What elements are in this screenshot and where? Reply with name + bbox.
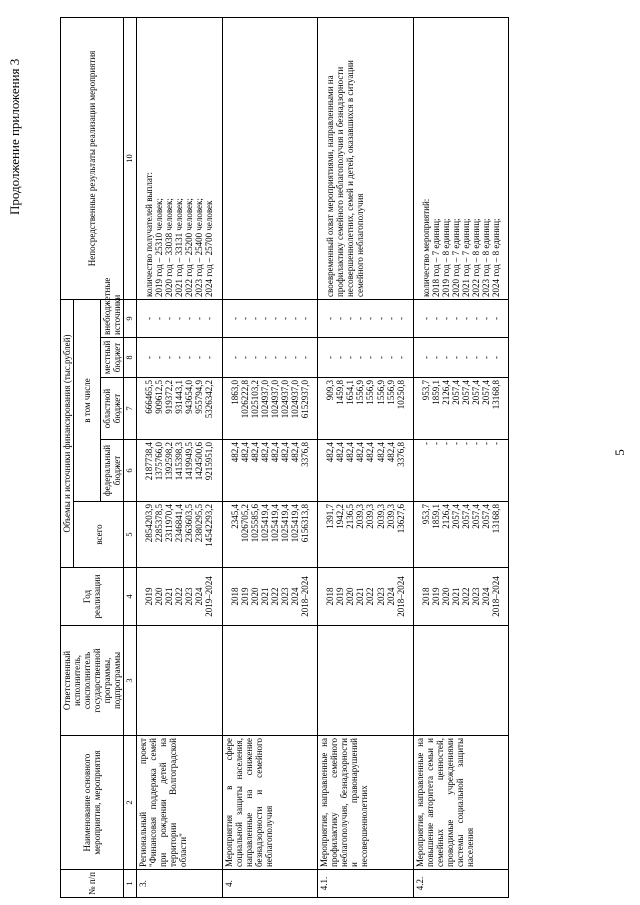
total-cell-line: 6156313,8 xyxy=(300,504,311,543)
total-cell-line: 1025585,6 xyxy=(249,504,260,543)
regional-cell xyxy=(222,378,318,440)
extra-cell-line: - xyxy=(143,316,154,320)
local-cell-line: - xyxy=(259,356,270,359)
total-cell-line: 2345,4 xyxy=(229,504,240,529)
federal-cell-line: 482,4 xyxy=(355,442,366,463)
local-cell-line: - xyxy=(375,356,386,359)
total-cell-line: 1391,7 xyxy=(325,504,336,529)
total-cell-line: 953,7 xyxy=(420,504,431,525)
extra-cell-line: - xyxy=(269,316,280,320)
total-cell-line: 13168,8 xyxy=(491,504,502,534)
table-row xyxy=(413,17,509,897)
total-cell-line: 13627,6 xyxy=(395,504,406,534)
years-cell-line: 2024 xyxy=(290,587,300,606)
federal-cell-line: 482,4 xyxy=(345,442,356,463)
regional-cell-line: 5326342,2 xyxy=(204,380,215,419)
regional-cell-line: 919372,2 xyxy=(164,380,175,414)
total-cell xyxy=(136,502,222,568)
local-cell xyxy=(222,338,318,378)
extra-cell-line: - xyxy=(154,316,165,320)
federal-cell-line: 3376,8 xyxy=(395,442,406,467)
years-cell-line: 2018 xyxy=(229,587,240,606)
federal-cell-line: 9215951,0 xyxy=(204,442,215,481)
years-cell-line: 2018–2024 xyxy=(491,576,502,617)
executor-cell xyxy=(413,626,509,736)
local-cell xyxy=(136,338,222,378)
federal-cell-line: - xyxy=(471,442,482,445)
years-cell xyxy=(413,568,509,626)
total-cell-line: 2039,3 xyxy=(375,504,386,529)
extra-cell-line: - xyxy=(420,316,431,320)
regional-cell-line: 1556,9 xyxy=(385,380,396,405)
column-number: 10 xyxy=(124,17,137,299)
years-cell-line: 2021 xyxy=(355,587,366,606)
federal-cell xyxy=(136,440,222,502)
column-number: 6 xyxy=(124,440,137,502)
federal-cell-line: - xyxy=(451,442,462,445)
extra-cell xyxy=(222,299,318,337)
total-cell xyxy=(318,502,414,568)
total-cell-line: 2380295,5 xyxy=(194,504,205,543)
result-cell-line: 2023 год – 25400 человек; xyxy=(194,198,205,297)
extra-cell-line: - xyxy=(300,316,311,320)
regional-cell-line: 931443,1 xyxy=(174,380,185,414)
local-cell-line: - xyxy=(461,356,472,359)
result-cell-line: 2021 год – 7 единиц; xyxy=(461,218,472,297)
extra-cell-line: - xyxy=(164,316,175,320)
regional-cell-line: 2057,4 xyxy=(451,380,462,405)
years-cell-line: 2018–2024 xyxy=(395,576,406,617)
local-cell xyxy=(413,338,509,378)
activity-name: Мероприятия в сфере социальной защиты населения, направленные на снижение безнадзорности и семейного неблагополучия xyxy=(222,736,318,870)
result-cell xyxy=(222,17,318,299)
federal-cell-line: 1415398,3 xyxy=(174,442,185,481)
activity-name: Региональный проект "Финансовая поддержка семей при рождении детей на территории Волгоградской области" xyxy=(136,736,222,870)
total-cell-line: 1025419,4 xyxy=(259,504,270,543)
local-cell-line: - xyxy=(239,356,250,359)
total-cell-line: 2311970,4 xyxy=(164,504,175,542)
years-cell-line: 2020 xyxy=(440,587,451,606)
executor-cell xyxy=(318,626,414,736)
extra-cell-line: - xyxy=(290,316,300,320)
local-cell-line: - xyxy=(451,356,462,359)
federal-cell xyxy=(222,440,318,502)
federal-cell-line: 1424500,6 xyxy=(194,442,205,481)
total-cell xyxy=(413,502,509,568)
result-cell-line: 2020 год – 7 единиц; xyxy=(451,218,462,297)
regional-cell-line: 6152937,0 xyxy=(300,380,311,419)
local-cell-line: - xyxy=(365,356,376,359)
federal-cell-line: - xyxy=(481,442,492,445)
header-name: Наименование основного мероприятия, мероприятия xyxy=(61,736,124,870)
total-cell-line: 2363603,5 xyxy=(184,504,195,543)
years-cell-line: 2019 xyxy=(143,587,154,606)
result-cell xyxy=(136,17,222,299)
result-cell-line: 2018 год – 7 единиц; xyxy=(430,218,441,297)
header-federal: федеральный бюджет xyxy=(101,440,124,502)
extra-cell-line: - xyxy=(184,316,195,320)
total-cell-line: 2039,3 xyxy=(385,504,396,529)
extra-cell-line: - xyxy=(365,316,376,320)
executor-cell xyxy=(136,626,222,736)
activity-name: Мероприятия, направленные на профилактику семейного неблагополучия, безнадзорности и правонарушений несовершеннолетних xyxy=(318,736,414,870)
total-cell-line: 1026705,2 xyxy=(239,504,250,543)
regional-cell-line: 1863,0 xyxy=(229,380,240,405)
column-number: 2 xyxy=(124,736,137,870)
extra-cell-line: - xyxy=(335,316,346,320)
header-extra: внебюджетные источники xyxy=(101,299,124,337)
regional-cell xyxy=(413,378,509,440)
total-cell-line: 2346841,4 xyxy=(174,504,185,543)
regional-cell-line: 1459,8 xyxy=(335,380,346,405)
years-cell-line: 2021 xyxy=(259,587,270,606)
federal-cell-line: 482,4 xyxy=(239,442,250,463)
regional-cell-line: 666465,5 xyxy=(143,380,154,414)
local-cell-line: - xyxy=(481,356,492,359)
regional-cell-line: 909612,5 xyxy=(154,380,165,414)
regional-cell-line: 2057,4 xyxy=(481,380,492,405)
local-cell-line: - xyxy=(164,356,175,359)
row-number: 4.1. xyxy=(318,870,414,898)
extra-cell-line: - xyxy=(239,316,250,320)
total-cell-line: 1859,1 xyxy=(430,504,441,529)
header-volumes: Объемы и источники финансирования (тыс.рублей) xyxy=(61,299,74,567)
regional-cell-line: 1556,9 xyxy=(375,380,386,405)
extra-cell-line: - xyxy=(279,316,290,320)
years-cell-line: 2022 xyxy=(174,587,185,606)
years-cell xyxy=(136,568,222,626)
regional-cell-line: 1024937,0 xyxy=(259,380,270,419)
years-cell-line: 2024 xyxy=(481,587,492,606)
table-row xyxy=(136,17,222,897)
extra-cell-line: - xyxy=(249,316,260,320)
extra-cell-line: - xyxy=(395,316,406,320)
years-cell-line: 2021 xyxy=(451,587,462,606)
regional-cell-line: 943654,0 xyxy=(184,380,195,414)
total-cell-line: 2057,4 xyxy=(471,504,482,529)
years-cell-line: 2018–2024 xyxy=(300,576,311,617)
result-cell-line: 2019 год – 8 единиц; xyxy=(440,218,451,297)
header-results: Непосредственные результаты реализации мероприятия xyxy=(61,17,124,299)
local-cell-line: - xyxy=(143,356,154,359)
result-cell-line: 2022 год – 25200 человек; xyxy=(184,198,195,297)
header-year: Год реализации xyxy=(61,568,124,626)
local-cell-line: - xyxy=(300,356,311,359)
extra-cell-line: - xyxy=(194,316,205,320)
extra-cell-line: - xyxy=(259,316,270,320)
years-cell-line: 2022 xyxy=(365,587,376,606)
local-cell-line: - xyxy=(430,356,441,359)
federal-cell-line: 1375766,0 xyxy=(154,442,165,481)
column-number: 5 xyxy=(124,502,137,568)
header-local: местный бюджет xyxy=(101,338,124,378)
column-number: 8 xyxy=(124,338,137,378)
regional-cell-line: 1025103,2 xyxy=(249,380,260,419)
header-incl: в том числе xyxy=(74,299,101,501)
result-cell-line: 2021 год – 33131 человек; xyxy=(174,198,185,297)
total-cell-line: 2285378,5 xyxy=(154,504,165,543)
row-number: 4.2. xyxy=(413,870,509,898)
local-cell-line: - xyxy=(204,356,215,359)
local-cell-line: - xyxy=(345,356,356,359)
column-number: 9 xyxy=(124,299,137,337)
financing-table xyxy=(60,17,509,898)
federal-cell-line: 482,4 xyxy=(279,442,290,463)
federal-cell-line: - xyxy=(491,442,502,445)
extra-cell-line: - xyxy=(430,316,441,320)
regional-cell-line: 1024937,0 xyxy=(290,380,300,419)
local-cell-line: - xyxy=(335,356,346,359)
federal-cell-line: 482,4 xyxy=(269,442,280,463)
executor-cell xyxy=(222,626,318,736)
federal-cell-line: 482,4 xyxy=(290,442,300,463)
years-cell-line: 2020 xyxy=(345,587,356,606)
total-cell-line: 1025419,4 xyxy=(290,504,300,543)
local-cell-line: - xyxy=(355,356,366,359)
extra-cell-line: - xyxy=(451,316,462,320)
total-cell-line: 1025419,4 xyxy=(269,504,280,543)
years-cell-line: 2018 xyxy=(420,587,431,606)
result-cell-line: 2020 год – 33038 человек; xyxy=(164,198,175,297)
total-cell xyxy=(222,502,318,568)
local-cell-line: - xyxy=(269,356,280,359)
regional-cell-line: 1654,1 xyxy=(345,380,356,405)
result-cell-line: 2022 год – 8 единиц; xyxy=(471,218,482,297)
federal-cell-line: 482,4 xyxy=(375,442,386,463)
local-cell-line: - xyxy=(154,356,165,359)
federal-cell-line: 1392598,2 xyxy=(164,442,175,481)
federal-cell xyxy=(318,440,414,502)
row-number: 3. xyxy=(136,870,222,898)
header-no: № п/п xyxy=(61,870,124,898)
row-number: 4. xyxy=(222,870,318,898)
federal-cell-line: 482,4 xyxy=(325,442,336,463)
table-row xyxy=(222,17,318,897)
years-cell-line: 2019 xyxy=(430,587,441,606)
years-cell-line: 2019 xyxy=(239,587,250,606)
total-cell-line: 1942,2 xyxy=(335,504,346,529)
regional-cell-line: 13168,8 xyxy=(491,380,502,410)
local-cell-line: - xyxy=(279,356,290,359)
local-cell-line: - xyxy=(385,356,396,359)
total-cell-line: 1025419,4 xyxy=(279,504,290,543)
federal-cell-line: - xyxy=(440,442,451,445)
local-cell-line: - xyxy=(420,356,431,359)
years-cell-line: 2019 xyxy=(335,587,346,606)
regional-cell-line: 2057,4 xyxy=(471,380,482,405)
federal-cell-line: 482,4 xyxy=(385,442,396,463)
regional-cell-line: 1556,9 xyxy=(365,380,376,405)
years-cell-line: 2024 xyxy=(194,587,205,606)
regional-cell xyxy=(318,378,414,440)
years-cell xyxy=(222,568,318,626)
federal-cell-line: 1419949,5 xyxy=(184,442,195,481)
federal-cell-line: 482,4 xyxy=(365,442,376,463)
total-cell-line: 2039,3 xyxy=(355,504,366,529)
federal-cell xyxy=(413,440,509,502)
local-cell-line: - xyxy=(229,356,240,359)
column-number: 1 xyxy=(124,870,137,898)
extra-cell-line: - xyxy=(385,316,396,320)
federal-cell-line: 482,4 xyxy=(259,442,270,463)
extra-cell-line: - xyxy=(481,316,492,320)
extra-cell-line: - xyxy=(204,316,215,320)
header-total: всего xyxy=(74,502,124,568)
result-cell-line: 2024 год – 25700 человек xyxy=(204,200,215,297)
column-number: 4 xyxy=(124,568,137,626)
federal-cell-line: 3376,8 xyxy=(300,442,311,467)
total-cell-line: 2057,4 xyxy=(451,504,462,529)
total-cell-line: 2039,3 xyxy=(365,504,376,529)
regional-cell-line: 1556,9 xyxy=(355,380,366,405)
extra-cell-line: - xyxy=(491,316,502,320)
regional-cell-line: 10250,8 xyxy=(395,380,406,410)
result-cell-line: 2019 год – 25310 человек; xyxy=(154,198,165,297)
column-number: 7 xyxy=(124,378,137,440)
regional-cell-line: 1859,1 xyxy=(430,380,441,405)
local-cell-line: - xyxy=(325,356,336,359)
column-numbers-row xyxy=(124,17,137,897)
result-cell-line: 2024 год – 8 единиц; xyxy=(491,218,502,297)
local-cell xyxy=(318,338,414,378)
local-cell-line: - xyxy=(174,356,185,359)
result-cell xyxy=(413,17,509,299)
local-cell-line: - xyxy=(440,356,451,359)
years-cell xyxy=(318,568,414,626)
regional-cell-line: 955794,9 xyxy=(194,380,205,414)
regional-cell-line: 1024937,0 xyxy=(279,380,290,419)
regional-cell-line: 2126,4 xyxy=(440,380,451,405)
result-cell-line: 2023 год – 8 единиц; xyxy=(481,218,492,297)
extra-cell-line: - xyxy=(471,316,482,320)
extra-cell-line: - xyxy=(229,316,240,320)
table-row xyxy=(318,17,414,897)
years-cell-line: 2023 xyxy=(279,587,290,606)
years-cell-line: 2024 xyxy=(385,587,396,606)
extra-cell xyxy=(318,299,414,337)
years-cell-line: 2020 xyxy=(249,587,260,606)
header-executor: Ответственный исполнитель, соисполнитель государственной программы, подпрограммы xyxy=(61,626,124,736)
header-regional: областной бюджет xyxy=(101,378,124,440)
extra-cell-line: - xyxy=(355,316,366,320)
continuation-label: Продолжение приложения 3 xyxy=(7,58,22,215)
years-cell-line: 2019–2024 xyxy=(204,576,215,617)
local-cell-line: - xyxy=(290,356,300,359)
years-cell-line: 2023 xyxy=(375,587,386,606)
extra-cell xyxy=(136,299,222,337)
years-cell-line: 2020 xyxy=(154,587,165,606)
total-cell-line: 2854203,9 xyxy=(143,504,154,543)
regional-cell-line: 2057,4 xyxy=(461,380,472,405)
result-cell-line: количество мероприятий: xyxy=(420,198,431,297)
local-cell-line: - xyxy=(395,356,406,359)
total-cell-line: 2057,4 xyxy=(481,504,492,529)
federal-cell-line: - xyxy=(430,442,441,445)
local-cell-line: - xyxy=(471,356,482,359)
local-cell-line: - xyxy=(184,356,195,359)
local-cell-line: - xyxy=(491,356,502,359)
regional-cell-line: 909,3 xyxy=(325,380,336,401)
result-cell xyxy=(318,17,414,299)
total-cell-line: 2057,4 xyxy=(461,504,472,529)
activity-name: Мероприятия, направленные на повышение авторитета семьи и семейных ценностей, проводимые учреждениями системы социальной защиты населения xyxy=(413,736,509,870)
years-cell-line: 2021 xyxy=(164,587,175,606)
regional-cell-line: 1024937,0 xyxy=(269,380,280,419)
result-cell-line: количество получателей выплат: xyxy=(143,171,154,297)
years-cell-line: 2022 xyxy=(461,587,472,606)
extra-cell-line: - xyxy=(440,316,451,320)
years-cell-line: 2023 xyxy=(184,587,195,606)
column-number: 3 xyxy=(124,626,137,736)
local-cell-line: - xyxy=(194,356,205,359)
table-body xyxy=(136,17,508,897)
extra-cell-line: - xyxy=(375,316,386,320)
extra-cell-line: - xyxy=(325,316,336,320)
federal-cell-line: 482,4 xyxy=(229,442,240,463)
federal-cell-line: - xyxy=(420,442,431,445)
result-cell-line: своевременный охват мероприятиями, направленными на профилактику семейного неблагополучия и безнадзорности несовершеннолетних, семей и детей, оказавшихся в ситуации семейного неблагополучия xyxy=(325,60,366,297)
extra-cell-line: - xyxy=(461,316,472,320)
regional-cell-line: 953,7 xyxy=(420,380,431,401)
extra-cell-line: - xyxy=(174,316,185,320)
total-cell-line: 2126,4 xyxy=(440,504,451,529)
years-cell-line: 2018 xyxy=(325,587,336,606)
regional-cell xyxy=(136,378,222,440)
extra-cell-line: - xyxy=(345,316,356,320)
total-cell-line: 2136,5 xyxy=(345,504,356,529)
federal-cell-line: 482,4 xyxy=(335,442,346,463)
page-number: 5 xyxy=(612,449,627,456)
total-cell-line: 14542293,2 xyxy=(204,504,215,547)
regional-cell-line: 1026222,8 xyxy=(239,380,250,419)
years-cell-line: 2023 xyxy=(471,587,482,606)
local-cell-line: - xyxy=(249,356,260,359)
federal-cell-line: 2187738,4 xyxy=(143,442,154,481)
federal-cell-line: 482,4 xyxy=(249,442,260,463)
extra-cell xyxy=(413,299,509,337)
years-cell-line: 2022 xyxy=(269,587,280,606)
federal-cell-line: - xyxy=(461,442,472,445)
